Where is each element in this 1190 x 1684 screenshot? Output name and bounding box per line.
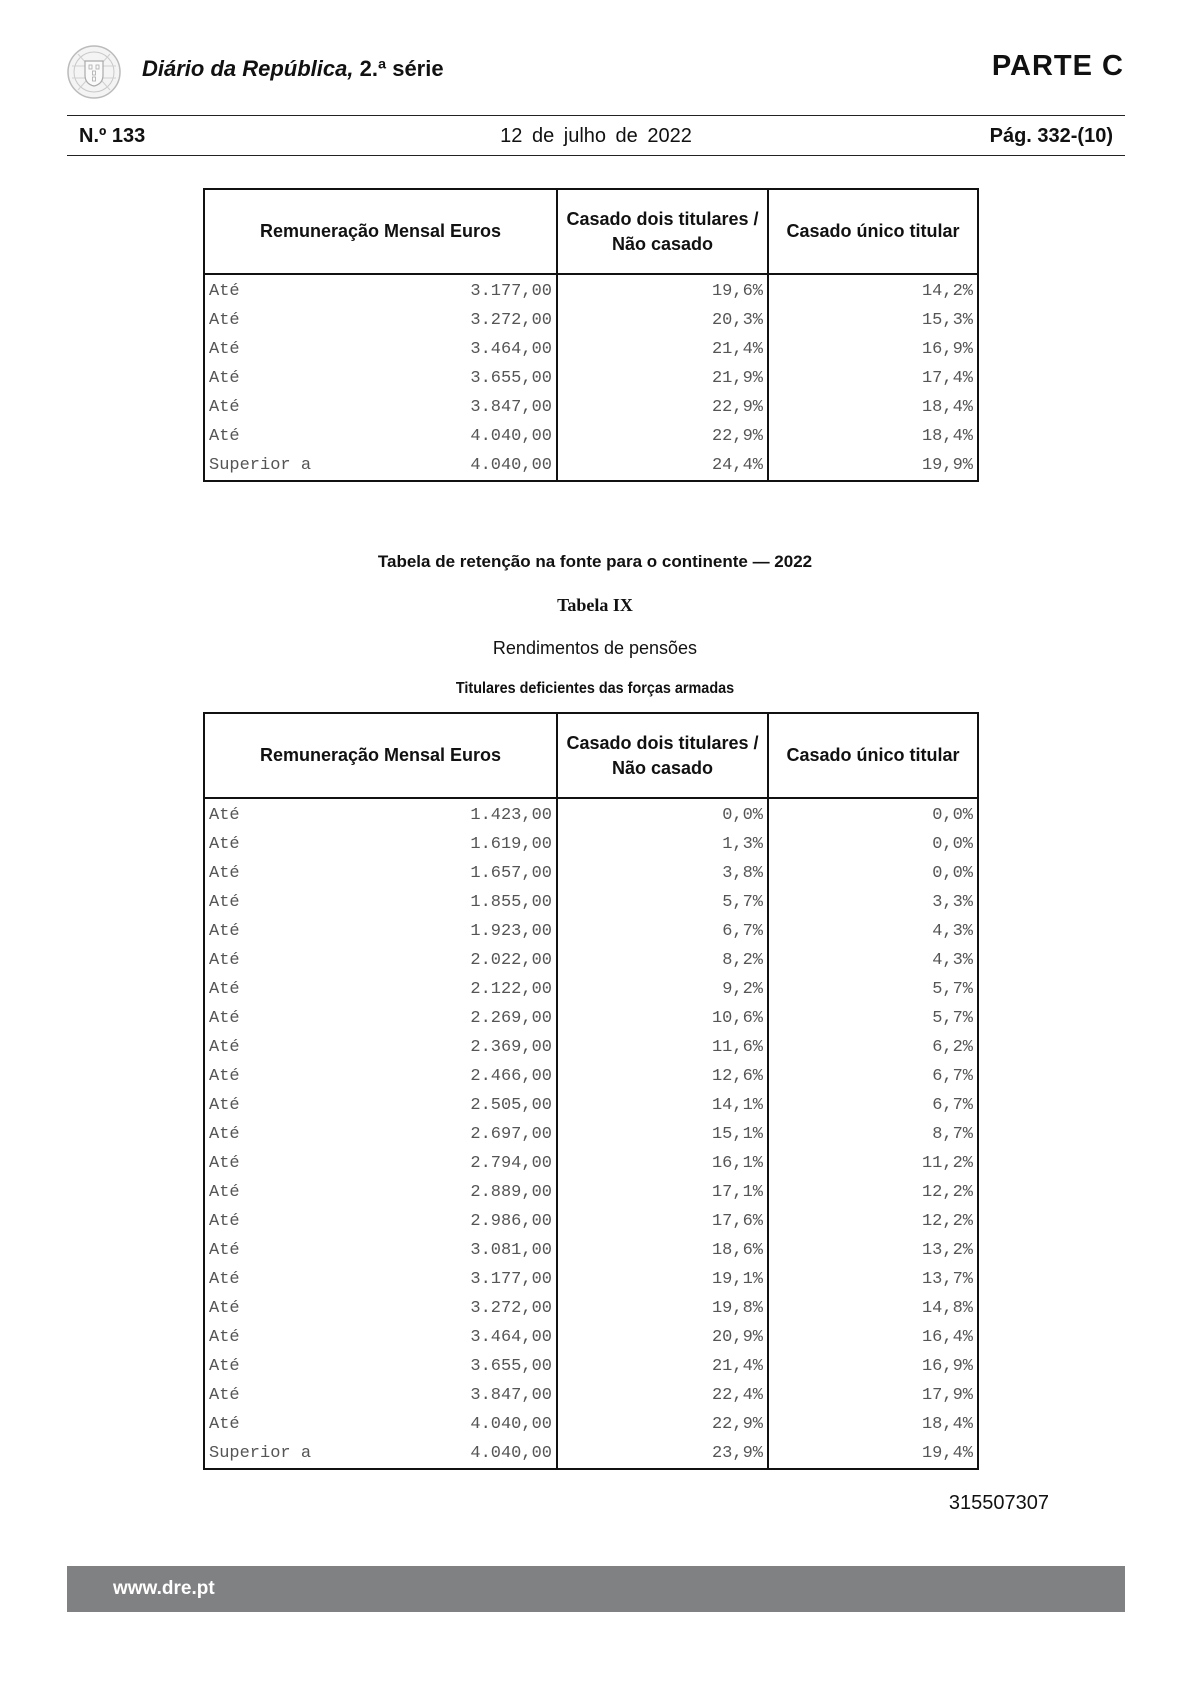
remuneration-cell [204,1033,557,1062]
rate-single-holder: 12,2% [768,1207,978,1236]
rate-single-holder: 16,9% [768,1352,978,1381]
bracket-label: Até [209,951,240,970]
rate-two-holders: 20,3% [557,306,768,335]
bracket-label: Até [209,893,240,912]
rate-two-holders: 20,9% [557,1323,768,1352]
table-row [204,1178,978,1207]
column-header-married-single-holder: Casado único titular [768,189,978,274]
bracket-amount: 1.923,00 [470,922,552,941]
table-row [204,274,978,306]
bracket-label: Até [209,980,240,999]
remuneration-cell [204,1004,557,1033]
bracket-amount: 3.177,00 [470,282,552,301]
column-header-married-two-holders: Casado dois titulares / Não casado [557,189,768,274]
bracket-label: Até [209,1357,240,1376]
remuneration-cell [204,1149,557,1178]
footer-url-link[interactable]: www.dre.pt [113,1578,215,1599]
retention-table-ix [203,712,979,1470]
rate-two-holders: 23,9% [557,1439,768,1469]
table-row [204,798,978,830]
remuneration-cell [204,274,557,306]
table-row [204,1207,978,1236]
rate-two-holders: 11,6% [557,1033,768,1062]
bracket-amount: 2.269,00 [470,1009,552,1028]
bracket-label: Até [209,1038,240,1057]
section-category: Titulares deficientes das forças armadas [455,680,735,697]
bracket-amount: 2.697,00 [470,1125,552,1144]
rate-two-holders: 16,1% [557,1149,768,1178]
remuneration-cell [204,1207,557,1236]
rate-two-holders: 22,4% [557,1381,768,1410]
remuneration-cell [204,393,557,422]
rate-two-holders: 10,6% [557,1004,768,1033]
remuneration-cell [204,422,557,451]
table-row [204,393,978,422]
bracket-amount: 3.464,00 [470,340,552,359]
remuneration-cell [204,888,557,917]
bracket-label: Até [209,1328,240,1347]
column-header-married-single-holder: Casado único titular [768,713,978,798]
rate-single-holder: 19,4% [768,1439,978,1469]
bracket-amount: 3.655,00 [470,369,552,388]
bracket-label: Até [209,922,240,941]
bracket-amount: 2.466,00 [470,1067,552,1086]
rate-single-holder: 6,2% [768,1033,978,1062]
bracket-amount: 2.986,00 [470,1212,552,1231]
bracket-label: Até [209,1067,240,1086]
table-row [204,1120,978,1149]
rate-single-holder: 14,2% [768,274,978,306]
rate-single-holder: 0,0% [768,830,978,859]
header-rule-bottom [67,155,1125,156]
rate-two-holders: 19,8% [557,1294,768,1323]
remuneration-cell [204,1091,557,1120]
remuneration-cell [204,1236,557,1265]
bracket-label: Superior a [209,456,312,475]
bracket-amount: 2.889,00 [470,1183,552,1202]
rate-single-holder: 13,2% [768,1236,978,1265]
bracket-label: Até [209,282,240,301]
bracket-amount: 3.847,00 [470,1386,552,1405]
rate-single-holder: 15,3% [768,306,978,335]
table-row [204,917,978,946]
bracket-label: Até [209,369,240,388]
bracket-amount: 4.040,00 [470,456,552,475]
rate-two-holders: 3,8% [557,859,768,888]
bracket-amount: 3.847,00 [470,398,552,417]
table-row [204,1149,978,1178]
rate-two-holders: 15,1% [557,1120,768,1149]
table-row [204,1439,978,1469]
remuneration-cell [204,1120,557,1149]
bracket-amount: 3.464,00 [470,1328,552,1347]
rate-two-holders: 14,1% [557,1091,768,1120]
table-row [204,1062,978,1091]
remuneration-cell [204,364,557,393]
rate-single-holder: 0,0% [768,798,978,830]
section-title: Tabela de retenção na fonte para o continente — 2022 [377,552,813,571]
rate-two-holders: 22,9% [557,393,768,422]
bracket-label: Até [209,806,240,825]
bracket-label: Até [209,864,240,883]
bracket-amount: 2.022,00 [470,951,552,970]
table-row [204,1004,978,1033]
rate-two-holders: 21,9% [557,364,768,393]
bracket-amount: 2.369,00 [470,1038,552,1057]
issue-date: 12 de julho de 2022 [500,125,692,147]
bracket-label: Até [209,398,240,417]
rate-two-holders: 5,7% [557,888,768,917]
table-row [204,946,978,975]
rate-two-holders: 8,2% [557,946,768,975]
bracket-label: Superior a [209,1444,312,1463]
remuneration-cell [204,1410,557,1439]
rate-two-holders: 24,4% [557,451,768,481]
header-rule-top [67,115,1125,116]
rate-single-holder: 12,2% [768,1178,978,1207]
rate-two-holders: 22,9% [557,1410,768,1439]
rate-single-holder: 17,4% [768,364,978,393]
table-row [204,1294,978,1323]
table-row [204,364,978,393]
document-id: 315507307 [948,1492,1049,1514]
rate-single-holder: 4,3% [768,917,978,946]
issue-info-bar [67,118,1125,154]
table-row [204,1033,978,1062]
coat-of-arms-icon [66,44,122,100]
remuneration-cell [204,1178,557,1207]
table-header-row [204,713,978,798]
rate-two-holders: 21,4% [557,1352,768,1381]
remuneration-cell [204,917,557,946]
remuneration-cell [204,1294,557,1323]
table-row [204,859,978,888]
footer-bar [67,1566,1125,1612]
table-row [204,1410,978,1439]
rate-single-holder: 4,3% [768,946,978,975]
bracket-amount: 1.423,00 [470,806,552,825]
rate-single-holder: 3,3% [768,888,978,917]
retention-table-continued [203,188,979,482]
rate-two-holders: 17,1% [557,1178,768,1207]
bracket-amount: 1.855,00 [470,893,552,912]
table-row [204,306,978,335]
remuneration-cell [204,859,557,888]
remuneration-cell [204,451,557,481]
bracket-amount: 1.619,00 [470,835,552,854]
rate-two-holders: 9,2% [557,975,768,1004]
remuneration-cell [204,306,557,335]
table-row [204,830,978,859]
bracket-label: Até [209,1386,240,1405]
remuneration-cell [204,946,557,975]
rate-two-holders: 22,9% [557,422,768,451]
rate-single-holder: 6,7% [768,1091,978,1120]
rate-two-holders: 17,6% [557,1207,768,1236]
remuneration-cell [204,798,557,830]
rate-single-holder: 18,4% [768,393,978,422]
masthead [62,42,1126,102]
bracket-label: Até [209,1154,240,1173]
rate-two-holders: 1,3% [557,830,768,859]
rate-single-holder: 16,4% [768,1323,978,1352]
rate-single-holder: 8,7% [768,1120,978,1149]
page-number: Pág. 332-(10) [989,125,1113,147]
bracket-amount: 3.655,00 [470,1357,552,1376]
rate-two-holders: 19,6% [557,274,768,306]
rate-two-holders: 0,0% [557,798,768,830]
part-label: PARTE C [991,50,1124,82]
bracket-label: Até [209,1125,240,1144]
bracket-label: Até [209,311,240,330]
rate-single-holder: 6,7% [768,1062,978,1091]
bracket-label: Até [209,427,240,446]
table-row [204,451,978,481]
rate-two-holders: 18,6% [557,1236,768,1265]
table-row [204,1091,978,1120]
table-row [204,1265,978,1294]
bracket-amount: 3.081,00 [470,1241,552,1260]
bracket-label: Até [209,1212,240,1231]
bracket-amount: 4.040,00 [470,1415,552,1434]
table-name: Tabela IX [557,595,633,615]
rate-single-holder: 18,4% [768,422,978,451]
rate-single-holder: 13,7% [768,1265,978,1294]
bracket-label: Até [209,1183,240,1202]
bracket-amount: 2.505,00 [470,1096,552,1115]
remuneration-cell [204,1381,557,1410]
table-row [204,1381,978,1410]
column-header-remuneration: Remuneração Mensal Euros [204,189,557,274]
rate-single-holder: 16,9% [768,335,978,364]
rate-single-holder: 0,0% [768,859,978,888]
remuneration-cell [204,1323,557,1352]
column-header-married-two-holders: Casado dois titulares / Não casado [557,713,768,798]
table-row [204,888,978,917]
bracket-label: Até [209,1415,240,1434]
table-header-row [204,189,978,274]
bracket-amount: 3.272,00 [470,1299,552,1318]
rate-single-holder: 11,2% [768,1149,978,1178]
section-subtitle: Rendimentos de pensões [492,638,698,658]
rate-two-holders: 21,4% [557,335,768,364]
rate-single-holder: 5,7% [768,1004,978,1033]
journal-series: 2.ª série [353,56,444,81]
table-row [204,422,978,451]
bracket-label: Até [209,835,240,854]
table-row [204,975,978,1004]
bracket-amount: 4.040,00 [470,1444,552,1463]
bracket-label: Até [209,1270,240,1289]
remuneration-cell [204,1352,557,1381]
remuneration-cell [204,1439,557,1469]
table-row [204,1323,978,1352]
journal-title [142,56,444,82]
table-row [204,335,978,364]
remuneration-cell [204,1265,557,1294]
rate-two-holders: 12,6% [557,1062,768,1091]
journal-title-italic: Diário da República, [142,56,354,81]
bracket-amount: 2.122,00 [470,980,552,999]
bracket-amount: 1.657,00 [470,864,552,883]
column-header-remuneration: Remuneração Mensal Euros [204,713,557,798]
remuneration-cell [204,975,557,1004]
bracket-label: Até [209,1096,240,1115]
rate-two-holders: 6,7% [557,917,768,946]
rate-single-holder: 17,9% [768,1381,978,1410]
bracket-label: Até [209,1009,240,1028]
rate-single-holder: 18,4% [768,1410,978,1439]
remuneration-cell [204,1062,557,1091]
bracket-label: Até [209,340,240,359]
rate-two-holders: 19,1% [557,1265,768,1294]
table-row [204,1352,978,1381]
bracket-amount: 4.040,00 [470,427,552,446]
bracket-label: Até [209,1241,240,1260]
remuneration-cell [204,335,557,364]
rate-single-holder: 14,8% [768,1294,978,1323]
bracket-label: Até [209,1299,240,1318]
bracket-amount: 3.272,00 [470,311,552,330]
issue-number: N.º 133 [79,125,146,147]
rate-single-holder: 19,9% [768,451,978,481]
remuneration-cell [204,830,557,859]
bracket-amount: 2.794,00 [470,1154,552,1173]
bracket-amount: 3.177,00 [470,1270,552,1289]
rate-single-holder: 5,7% [768,975,978,1004]
table-row [204,1236,978,1265]
